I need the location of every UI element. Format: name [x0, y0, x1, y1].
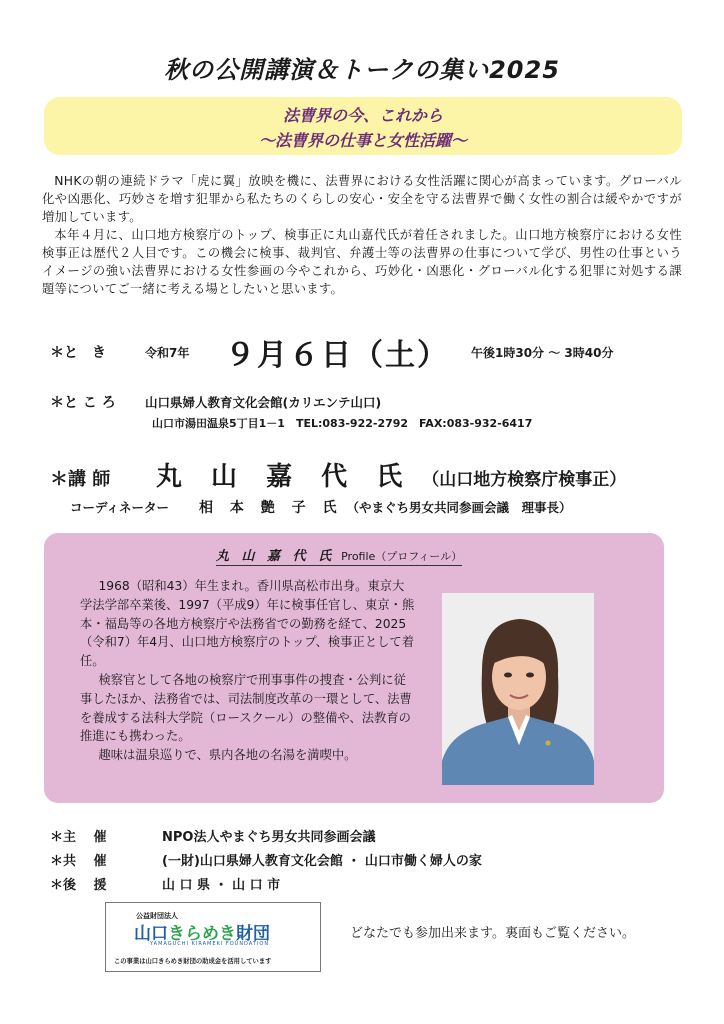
- intro-paragraph-1: NHKの朝の連続ドラマ「虎に翼」放映を機に、法曹界における女性活躍に関心が高まっています。グローバル化や凶悪化、巧妙さを増す犯罪から私たちのくらしの安心・安全を守る法曹界で働く女性の割合は緩やかですが増加しています。: [42, 174, 682, 224]
- supporter-row: [50, 874, 280, 893]
- co-organizer-label: ＊共 催: [50, 854, 107, 869]
- profile-paragraph-3: 趣味は温泉巡りで、県内各地の名湯を満喫中。: [98, 748, 357, 763]
- sponsor-note: この事業は山口きらめき財団の助成金を活用しています: [114, 958, 272, 965]
- sponsor-name-part-2: きらめき: [168, 924, 236, 944]
- date-era: 令和7年: [145, 345, 190, 360]
- intro-paragraph-2: 本年４月に、山口地方検察庁のトップ、検事正に丸山嘉代氏が着任されました。山口地方検察庁における女性検事正は歴代２人目です。この機会に検事、裁判官、弁護士等の法曹界の仕事について学び、男性の仕事というイメージの強い法曹界における女性参画の今やこれから、巧妙化・凶悪化・グローバル化する犯罪に対処する課題等についてご一緒に考える場としたいと思います。: [42, 228, 682, 296]
- supporter-label: ＊後 援: [50, 878, 107, 893]
- event-date-row: [50, 330, 613, 374]
- venue-row: [50, 392, 381, 412]
- theme-banner: [44, 97, 682, 155]
- supporter-value: 山 口 県 ・ 山 口 市: [162, 878, 281, 893]
- profile-name: 丸 山 嘉 代 氏: [216, 549, 336, 564]
- event-time: 午後1時30分 ～ 3時40分: [471, 345, 614, 360]
- sponsor-logo: [105, 902, 321, 972]
- co-organizer-row: [50, 850, 482, 869]
- intro-text: [42, 172, 682, 298]
- lecturer-photo: [442, 593, 594, 785]
- coordinator-row: [70, 497, 572, 517]
- event-date: ９月６日（土）: [225, 338, 449, 373]
- date-label: ＊と き: [50, 345, 106, 361]
- co-organizer-value: (一財)山口県婦人教育文化会館 ・ 山口市働く婦人の家: [162, 854, 482, 869]
- venue-label: ＊と こ ろ: [50, 395, 116, 411]
- closing-message: どなたでも参加出来ます。裏面もご覧ください。: [350, 926, 635, 941]
- coordinator-label: コーディネーター: [70, 500, 170, 515]
- profile-paragraph-2: 検察官として各地の検察庁で刑事事件の捜査・公判に従事したほか、法務省では、司法制度改革の一環として、法曹を養成する法科大学院（ロースクール）の整備や、法教育の推進にも携わった。: [80, 672, 412, 744]
- venue-name: 山口県婦人教育文化会館(カリエンテ山口): [145, 395, 382, 410]
- profile-heading: [216, 545, 462, 566]
- lecturer-row: [50, 456, 626, 493]
- lecturer-role: （山口地方検察庁検事正）: [422, 470, 627, 490]
- lecturer-label: ＊講 師: [50, 469, 111, 490]
- organizer-value: NPO法人やまぐち男女共同参画会議: [162, 830, 376, 845]
- organizer-label: ＊主 催: [50, 830, 107, 845]
- sponsor-corp-type: 公益財団法人: [136, 912, 178, 920]
- sponsor-english-name: YAMAGUCHI KIRAMEKI FOUNDATION: [150, 941, 270, 947]
- sponsor-name-part-1: 山口: [134, 924, 168, 944]
- page-title: 秋の公開講演＆トークの集い2025: [164, 56, 560, 84]
- profile-box: [44, 533, 664, 803]
- profile-label: Profile（プロフィール）: [341, 550, 463, 563]
- sponsor-name-part-3: 財団: [236, 924, 270, 944]
- profile-text: [80, 577, 415, 765]
- theme-line-2: ～法曹界の仕事と女性活躍～: [258, 131, 467, 150]
- lecturer-name: 丸 山 嘉 代 氏: [156, 462, 413, 492]
- coordinator-name: 相 本 艶 子 氏: [199, 500, 343, 516]
- venue-address: 山口市湯田温泉5丁目1－1 TEL:083-922-2792 FAX:083-932-6417: [152, 417, 533, 430]
- theme-line-1: 法曹界の今、これから: [282, 106, 443, 125]
- coordinator-role: （やまぐち男女共同参画会議 理事長）: [346, 500, 572, 515]
- profile-paragraph-1: 1968（昭和43）年生まれ。香川県高松市出身。東京大学法学部卒業後、1997（平成9）年に検事任官し、東京・熊本・福島等の各地方検察庁や法務省での勤務を経て、2025（令和7）年4月、山口地方検察庁のトップ、検事正として着任。: [80, 579, 415, 669]
- organizer-row: [50, 826, 375, 845]
